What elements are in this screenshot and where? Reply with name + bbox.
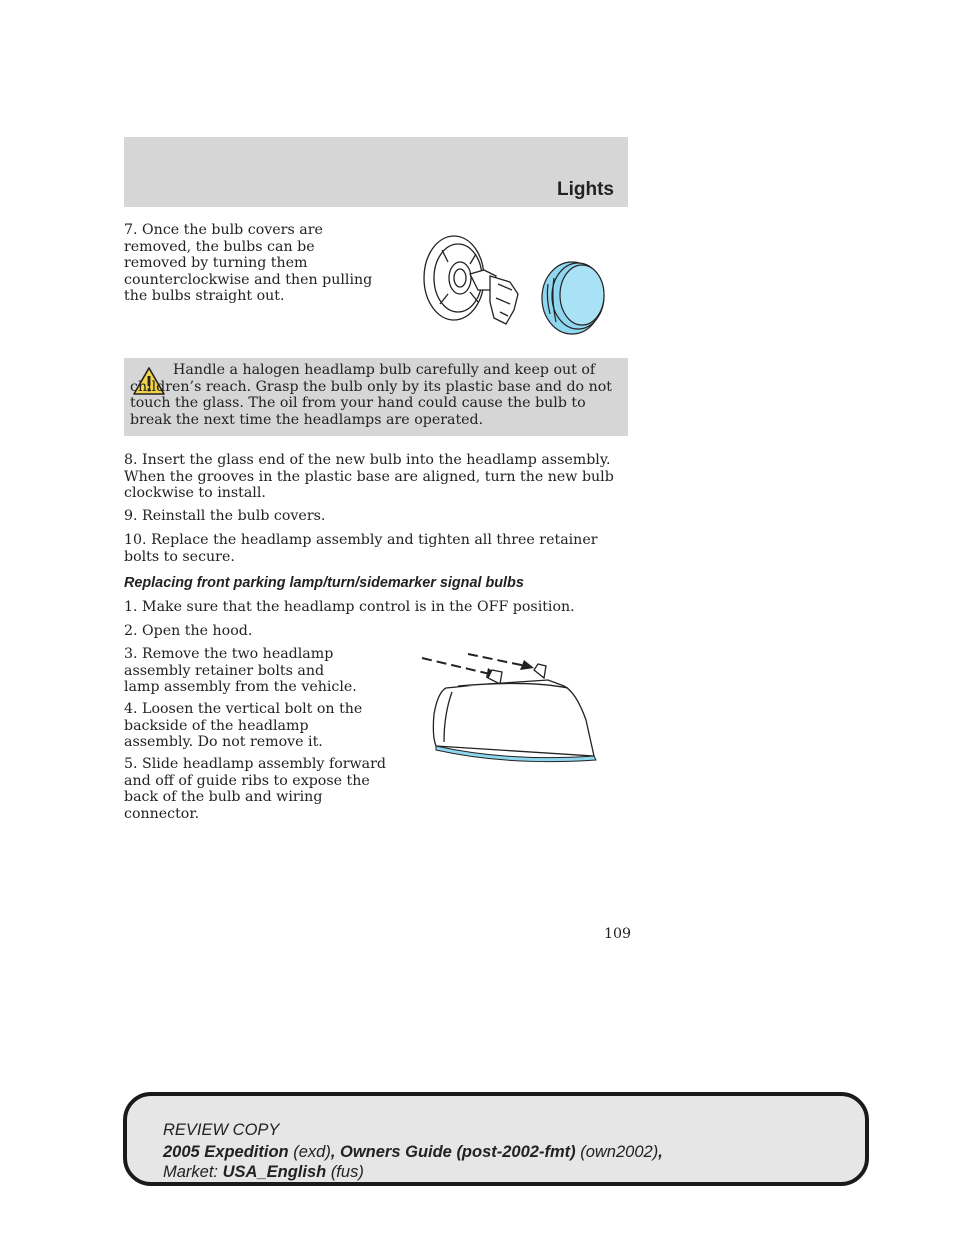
section-subheading: Replacing front parking lamp/turn/sidemarker signal bulbs bbox=[124, 575, 524, 591]
footer-model: 2005 Expedition bbox=[163, 1143, 289, 1161]
footer-separator-1: , bbox=[330, 1143, 340, 1161]
step-10-text: 10. Replace the headlamp assembly and tighten all three retainer bolts to secure. bbox=[124, 532, 598, 565]
section-step-1-text: 1. Make sure that the headlamp control is in the OFF position. bbox=[124, 599, 575, 615]
step-7-text: 7. Once the bulb covers are removed, the bulbs can be removed by turning them counterclockwise and then pulling the bulbs straight out. bbox=[124, 222, 373, 305]
footer-guide: Owners Guide (post-2002-fmt) bbox=[340, 1143, 576, 1161]
footer-doc-line bbox=[163, 1142, 663, 1162]
warning-text: Handle a halogen headlamp bulb carefully and keep out of children’s reach. Grasp the bulb only by its plastic base and do not touch the glass. The oil from your hand could cause the bulb to break the next time the headlamps are operated. bbox=[130, 362, 612, 428]
step-8-text: 8. Insert the glass end of the new bulb into the headlamp assembly. When the grooves in the plastic base are aligned, turn the new bulb clockwise to install. bbox=[124, 452, 614, 502]
warning-box bbox=[124, 358, 628, 436]
section-step-2-text: 2. Open the hood. bbox=[124, 623, 253, 639]
review-footer bbox=[123, 1092, 869, 1186]
footer-model-code: (exd) bbox=[293, 1143, 331, 1161]
footer-market: USA_English bbox=[222, 1163, 327, 1181]
section-step-5-text: 5. Slide headlamp assembly forward and off of guide ribs to expose the back of the bulb and wiring connector. bbox=[124, 756, 386, 822]
footer-guide-code: (own2002) bbox=[580, 1143, 659, 1161]
section-header-band bbox=[124, 137, 628, 207]
bulb-and-cover-illustration bbox=[418, 232, 618, 340]
section-title: Lights bbox=[557, 179, 614, 200]
page-number: 109 bbox=[604, 926, 632, 942]
footer-separator-2: , bbox=[658, 1143, 663, 1161]
section-step-4-text: 4. Loosen the vertical bolt on the backside of the headlamp assembly. Do not remove it. bbox=[124, 701, 363, 751]
footer-market-code: (fus) bbox=[330, 1163, 364, 1181]
footer-market-label: Market: bbox=[163, 1163, 219, 1181]
section-step-3-text: 3. Remove the two headlamp assembly retainer bolts and lamp assembly from the vehicle. bbox=[124, 646, 357, 696]
headlamp-assembly-illustration bbox=[418, 648, 604, 766]
step-9-text: 9. Reinstall the bulb covers. bbox=[124, 508, 326, 524]
footer-market-line bbox=[163, 1162, 364, 1182]
footer-review-copy: REVIEW COPY bbox=[163, 1121, 280, 1139]
